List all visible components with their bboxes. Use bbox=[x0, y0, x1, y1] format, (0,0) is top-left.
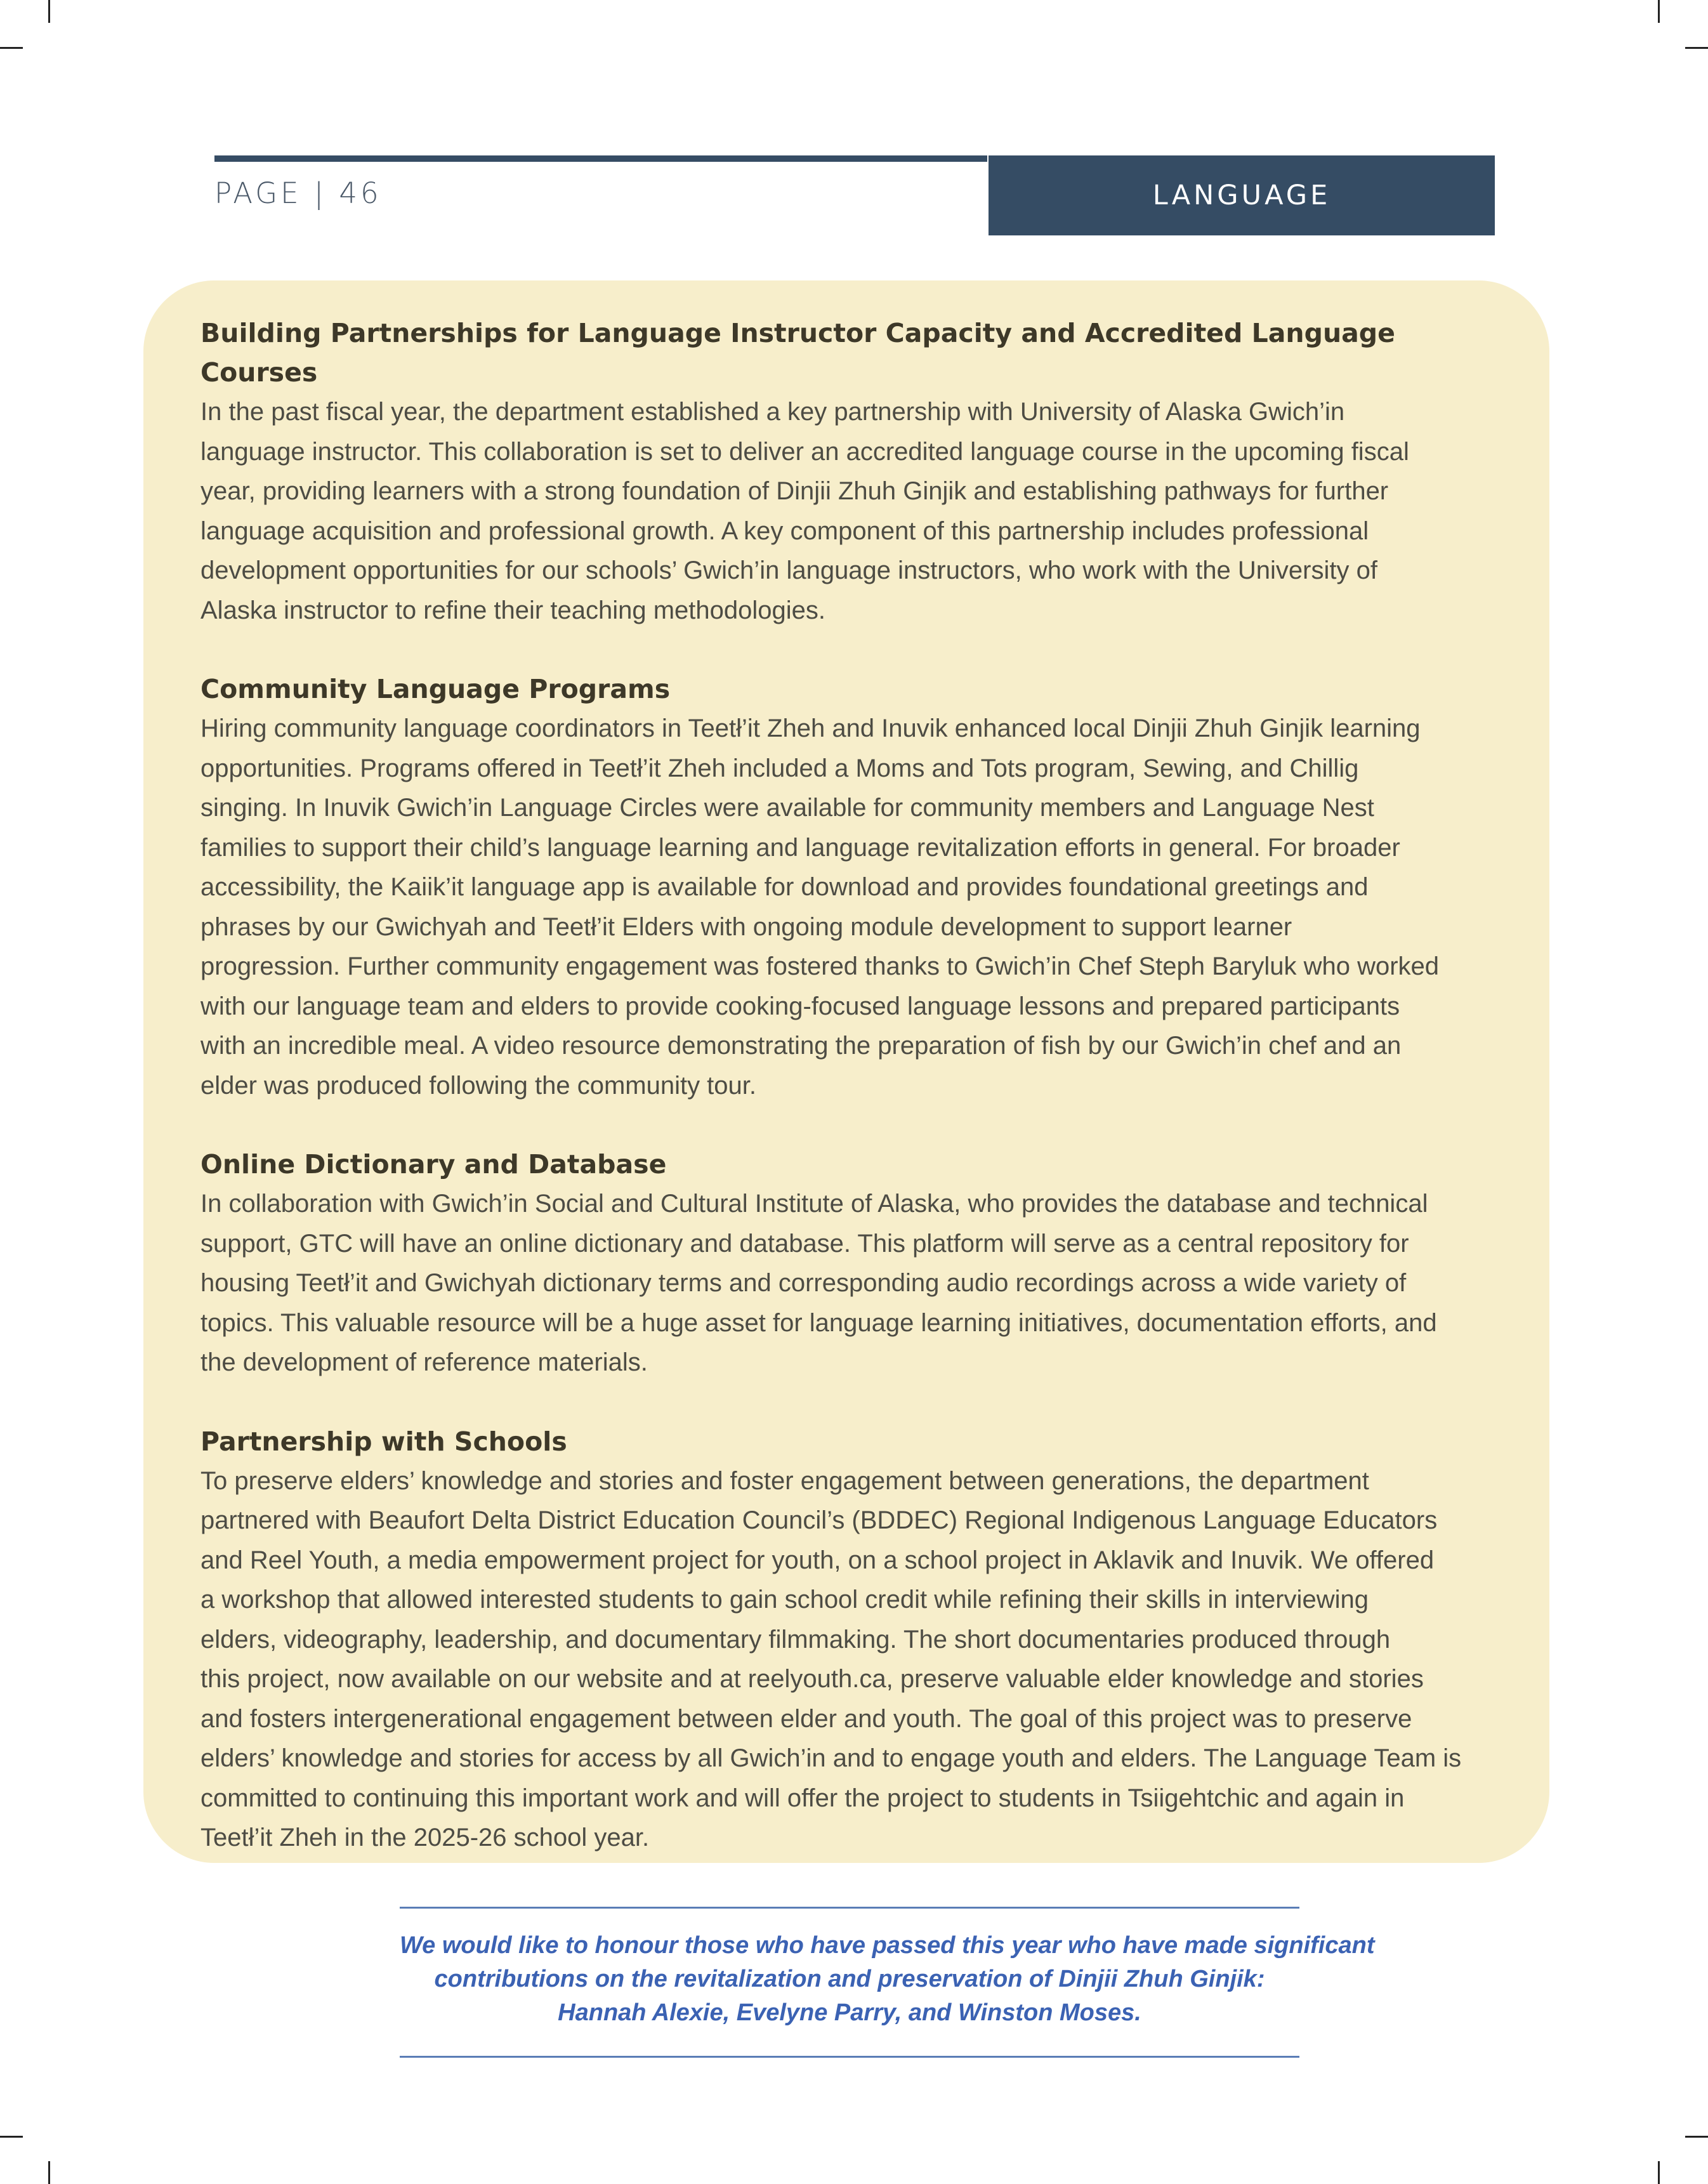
section-online-dictionary bbox=[200, 1145, 1494, 1383]
text-line: housing Teetł’it and Gwichyah dictionary terms and corresponding audio recordings across a wide variety of bbox=[200, 1269, 1407, 1297]
text-line: year, providing learners with a strong foundation of Dinjii Zhuh Ginjik and establishing pathways for further bbox=[200, 477, 1389, 505]
text-line: with our language team and elders to provide cooking-focused language lessons and prepared participants bbox=[200, 992, 1400, 1020]
text-line: and fosters intergenerational engagement between elder and youth. The goal of this project was to preserve bbox=[200, 1704, 1412, 1733]
text-line: partnered with Beaufort Delta District Education Council’s (BDDEC) Regional Indigenous Language Educators bbox=[200, 1506, 1438, 1534]
text-line: In the past fiscal year, the department established a key partnership with University of Alaska Gwich’in bbox=[200, 398, 1345, 426]
text-line: and Reel Youth, a media empowerment project for youth, on a school project in Aklavik and Inuvik. We offered bbox=[200, 1546, 1435, 1574]
tribute-text bbox=[400, 1929, 1375, 2030]
text-line: singing. In Inuvik Gwich’in Language Circles were available for community members and Language Nest bbox=[200, 794, 1374, 822]
section-heading: Online Dictionary and Database bbox=[200, 1149, 667, 1180]
crop-mark bbox=[1658, 0, 1660, 23]
crop-mark bbox=[1685, 47, 1708, 49]
section-body bbox=[200, 1461, 1494, 1858]
text-line: accessibility, the Kaiik’it language app is available for download and provides foundational greetings and bbox=[200, 873, 1369, 901]
text-line: opportunities. Programs offered in Teetł’it Zheh included a Moms and Tots program, Sewing, and Chillig bbox=[200, 754, 1359, 782]
text-line: elder was produced following the community tour. bbox=[200, 1071, 757, 1100]
section-body bbox=[200, 392, 1494, 630]
text-line: topics. This valuable resource will be a huge asset for language learning initiatives, documentation efforts, and bbox=[200, 1308, 1437, 1337]
section-heading: Community Language Programs bbox=[200, 674, 671, 704]
text-line: elders, videography, leadership, and documentary filmmaking. The short documentaries produced through bbox=[200, 1625, 1391, 1654]
text-line: development opportunities for our schools’ Gwich’in language instructors, who work with the University of bbox=[200, 556, 1377, 584]
tribute-bottom-rule bbox=[400, 2056, 1299, 2058]
tribute-line: We would like to honour those who have passed this year who have made significant bbox=[400, 1932, 1375, 1959]
section-title: LANGUAGE bbox=[1152, 180, 1331, 211]
text-line: support, GTC will have an online dictionary and database. This platform will serve as a central repository for bbox=[200, 1229, 1409, 1258]
text-line: Teetł’it Zheh in the 2025-26 school year. bbox=[200, 1824, 650, 1852]
text-line: Alaska instructor to refine their teaching methodologies. bbox=[200, 596, 825, 624]
text-line: committed to continuing this important work and will offer the project to students in Tsiigehtchic and again in bbox=[200, 1784, 1405, 1812]
text-line: language instructor. This collaboration is set to deliver an accredited language course in the upcoming fiscal bbox=[200, 437, 1409, 466]
section-community-programs bbox=[200, 669, 1494, 1105]
crop-mark bbox=[1685, 2136, 1708, 2138]
text-line: In collaboration with Gwich’in Social and Cultural Institute of Alaska, who provides the database and technical bbox=[200, 1190, 1428, 1218]
crop-mark bbox=[48, 0, 50, 23]
section-heading: Partnership with Schools bbox=[200, 1426, 567, 1457]
text-line: To preserve elders’ knowledge and stories and foster engagement between generations, the department bbox=[200, 1466, 1369, 1495]
text-line: families to support their child’s language learning and language revitalization efforts in general. For broader bbox=[200, 833, 1400, 862]
text-line: elders’ knowledge and stories for access by all Gwich’in and to engage youth and elders. The Language Team is bbox=[200, 1744, 1462, 1772]
header-rule bbox=[214, 155, 987, 162]
content-panel bbox=[143, 280, 1549, 1863]
section-title-tab bbox=[989, 155, 1495, 235]
text-line: progression. Further community engagement was fostered thanks to Gwich’in Chef Steph Baryluk who worked bbox=[200, 952, 1440, 980]
tribute-line: contributions on the revitalization and preservation of Dinjii Zhuh Ginjik: bbox=[434, 1966, 1265, 1992]
text-line: the development of reference materials. bbox=[200, 1348, 648, 1376]
text-line: a workshop that allowed interested students to gain school credit while refining their skills in interviewing bbox=[200, 1586, 1369, 1614]
text-line: with an incredible meal. A video resource demonstrating the preparation of fish by our Gwich’in chef and an bbox=[200, 1032, 1402, 1060]
tribute-line: Hannah Alexie, Evelyne Parry, and Winston Moses. bbox=[558, 1999, 1141, 2026]
crop-mark bbox=[1658, 2161, 1660, 2184]
text-line: language acquisition and professional growth. A key component of this partnership includes professional bbox=[200, 516, 1369, 545]
crop-mark bbox=[48, 2161, 50, 2184]
crop-mark bbox=[0, 2136, 23, 2138]
section-schools bbox=[200, 1422, 1494, 1858]
section-body bbox=[200, 709, 1494, 1105]
section-heading: Building Partnerships for Language Instructor Capacity and Accredited Language Courses bbox=[200, 318, 1395, 388]
text-line: this project, now available on our website and at reelyouth.ca, preserve valuable elder knowledge and stories bbox=[200, 1665, 1424, 1693]
crop-mark bbox=[0, 47, 23, 49]
tribute-top-rule bbox=[400, 1907, 1299, 1909]
page-number: PAGE | 46 bbox=[214, 176, 382, 210]
section-partnerships bbox=[200, 313, 1494, 630]
text-line: Hiring community language coordinators in Teetł’it Zheh and Inuvik enhanced local Dinjii Zhuh Ginjik learning bbox=[200, 714, 1421, 742]
text-line: phrases by our Gwichyah and Teetł’it Elders with ongoing module development to support learner bbox=[200, 912, 1292, 941]
section-body bbox=[200, 1184, 1494, 1383]
